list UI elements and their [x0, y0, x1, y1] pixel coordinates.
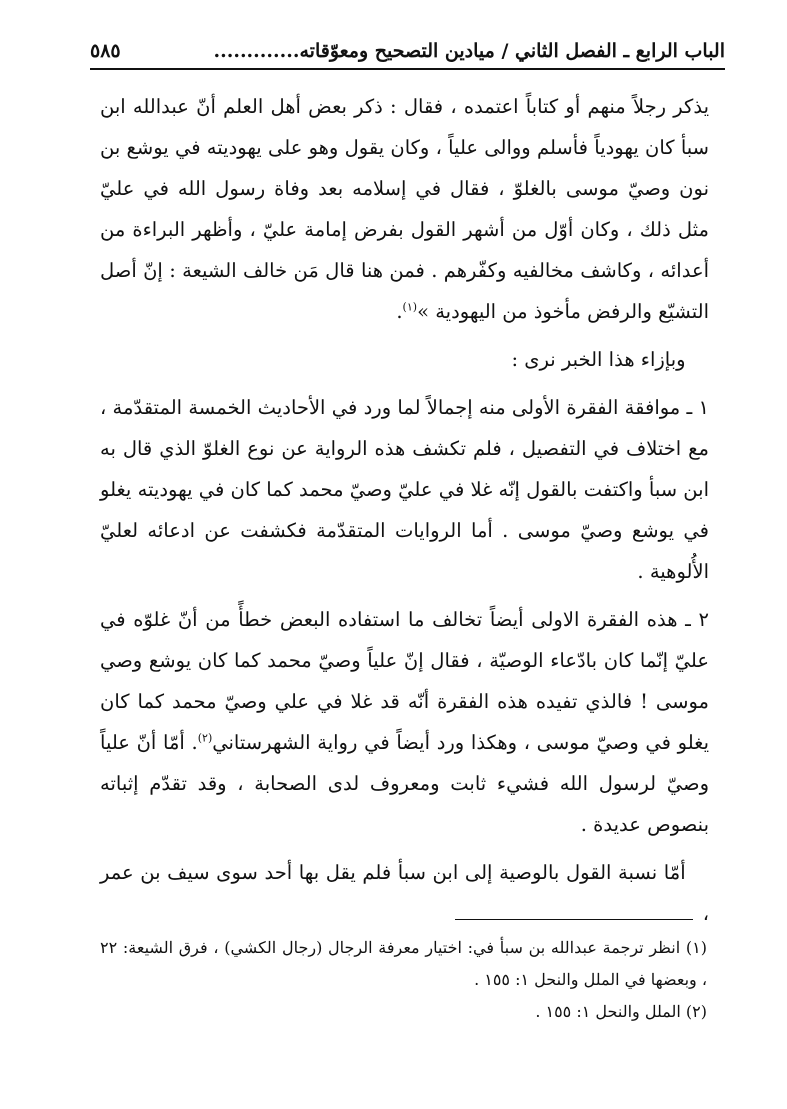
point-2-text-b: أمّا أنّ علياً وصيّ لرسول الله فشيء ثابت ومعروف لدى الصحابة ، وقد تقدّم إثباته بنصوص عديدة . [100, 731, 709, 836]
quote-period: . [396, 300, 403, 323]
quote-text: يذكر رجلاً منهم أو كتاباً اعتمده ، فقال : ذكر بعض أهل العلم أنّ عبدالله ابن سبأ كان يهودياً فأسلم ووالى علياً ، وكان يقول وهو على يهوديته في يوشع بن نون وصيّ موسى بالغلوّ ، فقال في إسلامه بعد وفاة رسول الله في عليّ مثل ذلك ، وكان أوّل من أشهر القول بفرض إمامة عليّ ، وأظهر البراءة من أعدائه ، وكاشف مخالفيه وكفّرهم . فمن هنا قال مَن خالف الشيعة : إنّ أصل التشيّع والرفض مأخوذ من اليهودية » [100, 95, 709, 323]
footnotes [100, 932, 707, 1028]
paragraph-point-1: ١ ـ موافقة الفقرة الأولى منه إجمالاً لما ورد في الأحاديث الخمسة المتقدّمة ، مع اختلاف في التفصيل ، فلم تكشف هذه الرواية عن نوع الغلوّ الذي قال به ابن سبأ واكتفت بالقول إنّه غلا في عليّ وصيّ محمد كما كان في يهوديته يغلو في يوشع وصيّ موسى . أما الروايات المتقدّمة فكشفت عن ادعائه لعليّ الأُلوهية . [100, 396, 709, 583]
paragraph-intro: وبإزاء هذا الخبر نرى : [511, 348, 686, 371]
main-text [100, 86, 709, 934]
paragraph-quote [100, 86, 709, 332]
footnote-2: (٢) الملل والنحل ١: ١٥٥ . [535, 1002, 707, 1021]
paragraph-point-2 [100, 599, 709, 845]
running-header [90, 34, 725, 70]
footnote-ref-2: (٢) [197, 731, 213, 745]
footnote-ref-1: (١) [402, 300, 418, 314]
header-title: الباب الرابع ـ الفصل الثاني / ميادين التصحيح ومعوّقاته............. [213, 40, 725, 62]
point-2-text-a: ٢ ـ هذه الفقرة الاولى أيضاً تخالف ما استفاده البعض خطأً من أنّ غلوّه في عليّ إنّما كان بادّعاء الوصيّة ، فقال إنّ علياً وصيّ محمد كما كان يوشع وصي موسى ! فالذي تفيده هذه الفقرة أنّه قد غلا في علي وصيّ محمد كما كان يغلو في وصيّ موسى ، وهكذا ورد أيضاً في رواية الشهرستاني [100, 608, 710, 754]
point-2-period: . [191, 731, 198, 754]
paragraph-closing: أمّا نسبة القول بالوصية إلى ابن سبأ فلم يقل بها أحد سوى سيف بن عمر ، [100, 861, 709, 925]
footnote-divider [455, 919, 693, 920]
page-number: ٥٨٥ [90, 40, 121, 62]
footnote-1: (١) انظر ترجمة عبدالله بن سبأ في: اختيار معرفة الرجال (رجال الكشي) ، فرق الشيعة: ٢٢ ، وبعضها في الملل والنحل ١: ١٥٥ . [100, 938, 707, 989]
